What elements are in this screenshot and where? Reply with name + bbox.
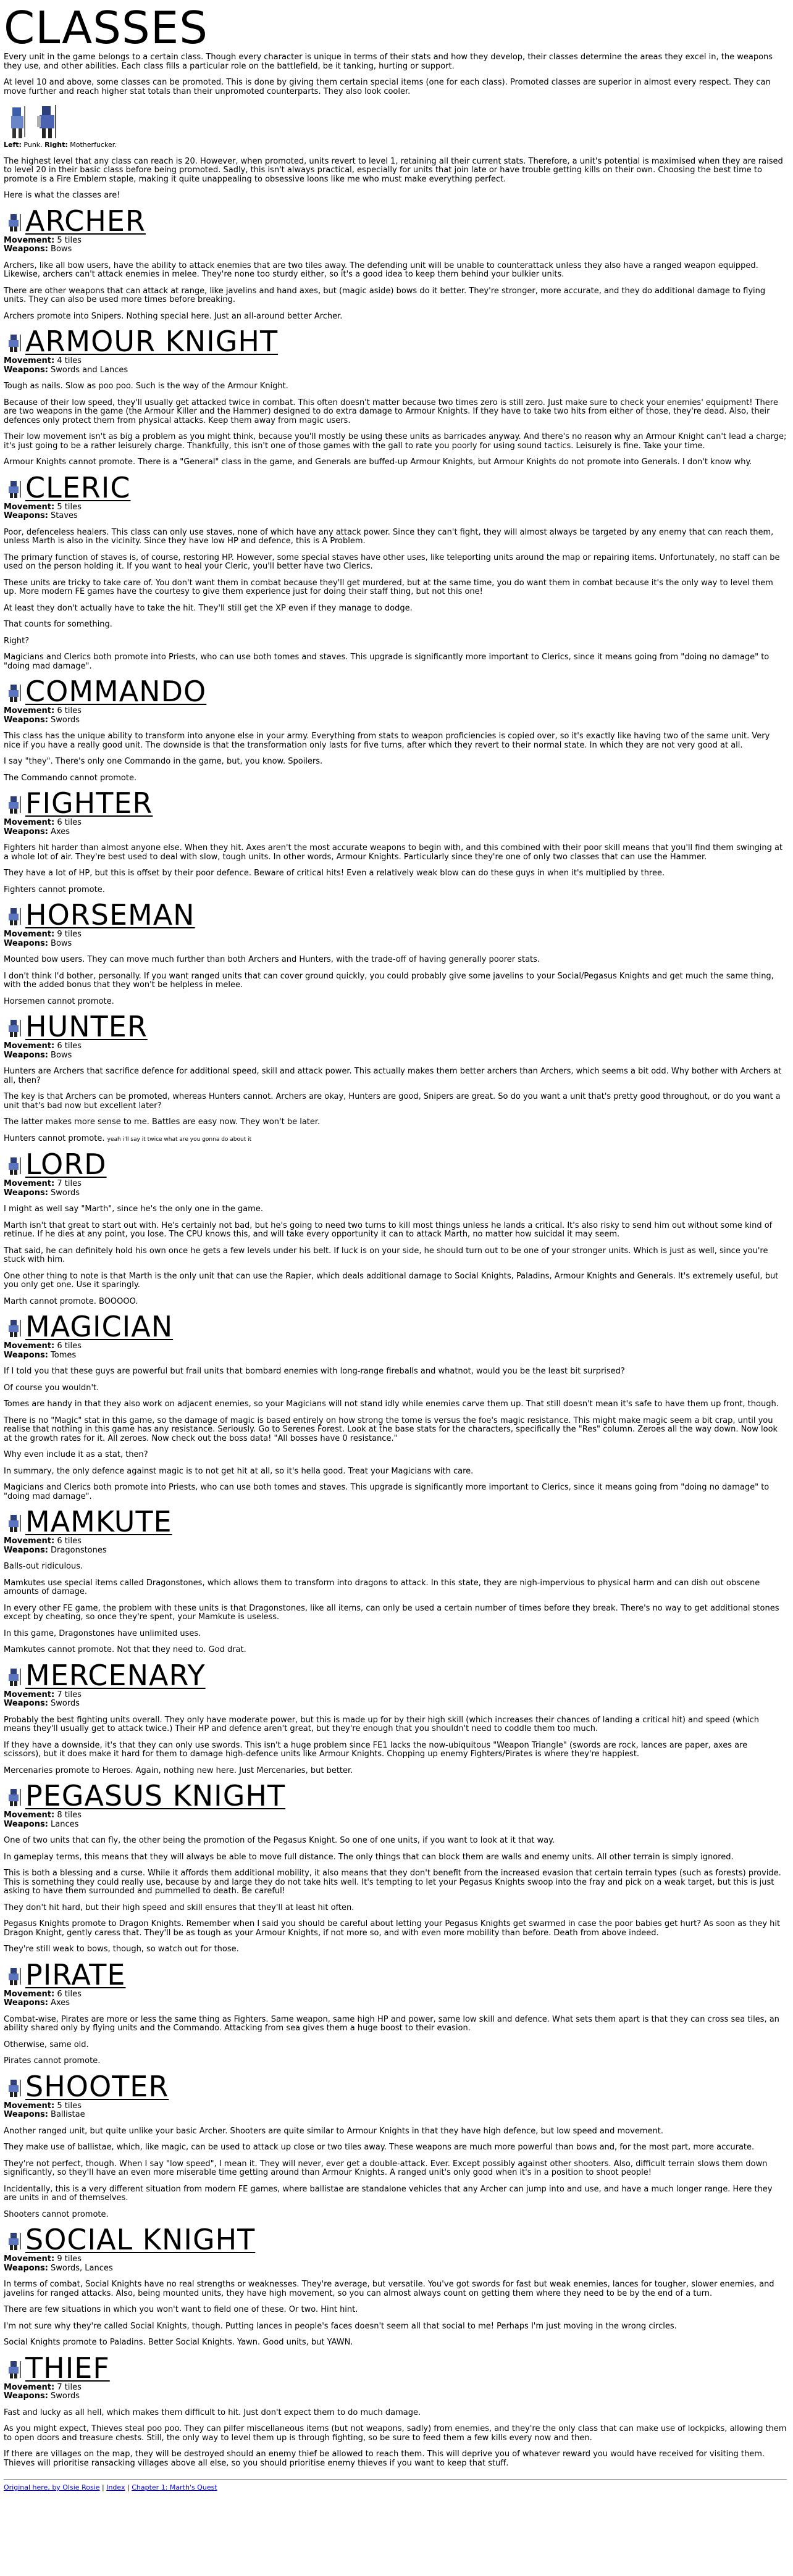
class-paragraph: Balls-out ridiculous.: [4, 1562, 83, 1571]
sprite-caption: Left: Punk. Right: Motherfucker.: [4, 141, 117, 149]
footer-separator: |: [99, 2483, 107, 2491]
class-section: [4, 204, 787, 322]
class-sprite-icon: [4, 1513, 23, 1533]
weapons-stat-value: Ballistae: [51, 2110, 85, 2119]
class-paragraph: Because of their low speed, they'll usually get attacked twice in combat. This often doesn't matter because two times zero is still zero. Just make sure to check your enemies' equipment! There are two weapons in the game (the Armour Killer and the Hammer) designed to do extra damage to Armour Knights. If they have to take two hits from either of those, they're dead. Also, their defences only protect them from physical attacks. Keep them away from magic users.: [4, 398, 778, 425]
class-paragraph: Mamkutes use special items called Dragonstones, which allows them to transform into dragons to attack. In this state, they are nigh-impervious to physical harm and can dish out obscene amounts of damage.: [4, 1578, 760, 1596]
weapons-stat-value: Swords and Lances: [51, 365, 128, 375]
movement-stat-value: 8 tiles: [57, 1811, 82, 1820]
movement-stat: [4, 2383, 787, 2393]
class-paragraph: Marth cannot promote. BOOOOO.: [4, 1296, 138, 1306]
class-paragraph: The latter makes more sense to me. Battles are easy now. They won't be later.: [4, 1117, 321, 1127]
class-paragraph: Tomes are handy in that they also work on adjacent enemies, so your Magicians will not stand idly while enemies carve them up. That still doesn't mean it's safe to have them up front, though.: [4, 1399, 779, 1409]
movement-stat: [4, 1990, 787, 1999]
class-paragraph: Pegasus Knights promote to Dragon Knights. Remember when I said you should be careful about letting your Pegasus Knights get swarmed in case the poor babies get hurt? As soon as they hit Dragon Knight, gently caress that. They'll be as tough as your Armour Knights, if not more so, and with even more mobility than before. Death from above indeed.: [4, 1919, 781, 1938]
movement-stat-value: 6 tiles: [57, 1041, 82, 1051]
footer-separator: |: [125, 2483, 132, 2491]
class-stats: [4, 1691, 787, 1709]
class-paragraph: Fighters cannot promote.: [4, 885, 105, 894]
weapons-stat-label: Weapons:: [4, 715, 48, 725]
class-paragraph: Magicians and Clerics both promote into Priests, who can use both tomes and staves. This upgrade is significantly more important to Clerics, since it means going from "doing no damage" to "doing mad damage".: [4, 652, 770, 671]
next-chapter-link[interactable]: Chapter 1: Marth's Quest: [132, 2483, 217, 2491]
class-sprite-icon: [4, 2231, 23, 2251]
class-paragraph: If I told you that these guys are powerful but frail units that bombard enemies with long-range fireballs and whatnot, would you be the least bit surprised?: [4, 1367, 625, 1376]
weapons-stat-label: Weapons:: [4, 1050, 48, 1060]
weapons-stat-value: Lances: [51, 1819, 79, 1829]
class-section: [4, 1310, 787, 1501]
weapons-stat-value: Swords: [51, 715, 80, 725]
class-name: LORD: [25, 1148, 107, 1181]
class-section: [4, 470, 787, 672]
weapons-stat-label: Weapons:: [4, 938, 48, 948]
class-paragraph: In summary, the only defence against magic is to not get hit at all, so it's hella good. Treat your Magicians with care.: [4, 1466, 474, 1476]
class-paragraph: As you might expect, Thieves steal poo poo. They can pilfer miscellaneous items (but not weapons, sadly) from enemies, and they're the only class that can make use of lockpicks, allowing them to open doors and treasure chests. Still, the only way to level them up is through fighting, so be sure to feed them a few kills every now and then.: [4, 2424, 787, 2443]
class-name: ARCHER: [25, 204, 146, 238]
movement-stat-value: 6 tiles: [57, 818, 82, 827]
class-paragraph: They make use of ballistae, which, like magic, can be used to attack up close or two tiles away. These weapons are much more powerful than bows and, for the most part, more accurate.: [4, 2143, 755, 2152]
weapons-stat: [4, 2392, 787, 2401]
class-paragraph: Incidentally, this is a very different situation from modern FE games, where ballistae are standalone vehicles that any Archer can jump into and use, and have a much longer range. Here they are units in and of themselves.: [4, 2184, 773, 2203]
class-paragraph: That said, he can definitely hold his own once he gets a few levels under his belt. If luck is on your side, he should turn out to be one of your stronger units. Which is just as well, since you're stuck with him.: [4, 1246, 768, 1264]
class-heading: [4, 2223, 787, 2256]
weapons-stat-value: Bows: [51, 1050, 72, 1060]
class-section: [4, 1957, 787, 2066]
weapons-stat: [4, 1051, 787, 1061]
movement-stat: [4, 503, 787, 512]
class-stats: [4, 1042, 787, 1060]
movement-stat-label: Movement:: [4, 930, 55, 939]
weapons-stat-value: Staves: [51, 511, 78, 520]
class-heading: [4, 1658, 787, 1692]
class-heading: [4, 1779, 787, 1812]
promotion-sprites: [4, 104, 787, 140]
movement-stat-label: Movement:: [4, 1041, 55, 1051]
class-paragraph: There are other weapons that can attack at range, like javelins and hand axes, but (magic aside) bows do it better. They're stronger, more accurate, and they do additional damage to flying units. They can also be used more times before breaking.: [4, 286, 766, 304]
class-heading: [4, 675, 787, 708]
weapons-stat-value: Axes: [51, 1998, 70, 2007]
class-name: PEGASUS KNIGHT: [25, 1779, 286, 1812]
weapons-stat: [4, 1546, 787, 1556]
class-section: [4, 1779, 787, 1954]
class-name: FIGHTER: [25, 786, 153, 820]
class-heading: [4, 2069, 787, 2103]
class-heading: [4, 1310, 787, 1343]
class-paragraph: The primary function of staves is, of course, restoring HP. However, some special staves have other uses, like teleporting units around the map or repairing items. Unfortunately, no staff can be used on the person holding it. If you want to heal your Cleric, you'll better have two Clerics.: [4, 552, 780, 571]
movement-stat-value: 7 tiles: [57, 1179, 82, 1188]
class-paragraph: In gameplay terms, this means that they will always be able to move full distance. The only things that can block them are walls and enemy units. All other terrain is simply ignored.: [4, 1852, 734, 1862]
class-name: PIRATE: [25, 1957, 126, 1991]
class-section: [4, 786, 787, 894]
movement-stat-label: Movement:: [4, 1690, 55, 1699]
movement-stat: [4, 1342, 787, 1351]
movement-stat: [4, 1691, 787, 1700]
weapons-stat-label: Weapons:: [4, 2263, 48, 2273]
movement-stat-value: 5 tiles: [57, 2101, 82, 2111]
class-section: [4, 2069, 787, 2220]
movement-stat-label: Movement:: [4, 818, 55, 827]
weapons-stat-label: Weapons:: [4, 2391, 48, 2401]
class-paragraph: Magicians and Clerics both promote into Priests, who can use both tomes and staves. This upgrade is significantly more important to Clerics, since it means going from "doing no damage" to "doing mad damage".: [4, 1483, 770, 1501]
weapons-stat-label: Weapons:: [4, 1188, 48, 1198]
class-sprite-icon: [4, 1966, 23, 1986]
class-paragraph: In terms of combat, Social Knights have no real strengths or weaknesses. They're average, but versatile. You've got swords for fast but weak enemies, lances for tougher, slower enemies, and javelins for ranged attacks. Also, being mounted units, they have high movement, so you can almost always count on getting them where they need to be by the end of a turn.: [4, 2280, 774, 2298]
class-section: [4, 1505, 787, 1655]
class-stats: [4, 1342, 787, 1360]
movement-stat-value: 7 tiles: [57, 2382, 82, 2392]
class-paragraph: Why even include it as a stat, then?: [4, 1450, 148, 1459]
movement-stat-label: Movement:: [4, 356, 55, 365]
class-paragraph: Poor, defenceless healers. This class can only use staves, none of which have any attack power. Since they can't fight, they will almost always be targeted by any enemy that can reach them, unless Marth is also in the vicinity. Since they have low HP and defence, this is A Problem.: [4, 527, 774, 546]
weapons-stat: [4, 828, 787, 837]
class-paragraph: These units are tricky to take care of. You don't want them in combat because they'll get murdered, but at the same time, you do want them in combat because it's the only way to level them up. More modern FE games have the courtesy to give them experience just for doing their staff thing, but not this one!: [4, 578, 773, 596]
movement-stat-value: 6 tiles: [57, 1341, 82, 1351]
class-paragraph: Combat-wise, Pirates are more or less the same thing as Fighters. Same weapon, same high HP and power, same low skill and defence. What sets them apart is that they can cross sea tiles, an ability shared only by flying units and the Commando. Attacking from sea gives them a huge boost to their evasion.: [4, 2014, 779, 2033]
class-paragraph: Marth isn't that great to start out with. He's certainly not bad, but he's going to need two turns to kill most things unless he lands a critical. It's also risky to send him out without some kind of retinue. If he dies at any point, you lose. The CPU knows this, and will take every opportunity it can to attack Marth, no matter how suicidal it may seem.: [4, 1220, 773, 1239]
class-section: [4, 675, 787, 783]
weapons-stat-value: Swords: [51, 2391, 80, 2401]
class-paragraph: Mercenaries promote to Heroes. Again, nothing new here. Just Mercenaries, but better.: [4, 1765, 353, 1775]
class-sprite-icon: [4, 1667, 23, 1686]
class-sprite-icon: [4, 1018, 23, 1038]
class-heading: [4, 1148, 787, 1181]
weapons-stat-label: Weapons:: [4, 1819, 48, 1829]
class-paragraph: Pirates cannot promote.: [4, 2056, 101, 2065]
class-paragraph: Mamkutes cannot promote. Not that they need to. God drat.: [4, 1645, 246, 1654]
intro2-section: [4, 157, 787, 201]
class-paragraph: Hunters are Archers that sacrifice defence for additional speed, skill and attack power. This actually makes them better archers than Archers, which seems a bit odd. Why bother with Archers at all, then?: [4, 1067, 782, 1085]
class-paragraph: At least they don't actually have to take the hit. They'll still get the XP even if they manage to dodge.: [4, 603, 413, 613]
intro-paragraph: The highest level that any class can reach is 20. However, when promoted, units revert to level 1, retaining all their current stats. Therefore, a unit's potential is maximised when they are raised to level 20 in their basic class before being promoted. Sadly, this isn't always practical, especially for units that join late or have trouble getting kills on their own. Choosing the best time to promote is a Fire Emblem staple, making it quite unappealing to obsessive loons like me who must make everything perfect.: [4, 156, 783, 184]
weapons-stat: [4, 366, 787, 375]
class-sprite-icon: [4, 1318, 23, 1338]
footer-nav: [4, 2483, 787, 2491]
class-stats: [4, 2255, 787, 2273]
class-paragraph: Social Knights promote to Paladins. Better Social Knights. Yawn. Good units, but YAWN.: [4, 2338, 353, 2347]
class-section: [4, 325, 787, 467]
page-title: CLASSES: [4, 2, 208, 54]
movement-stat: [4, 1811, 787, 1820]
weapons-stat: [4, 2111, 787, 2120]
class-heading: [4, 1505, 787, 1538]
weapons-stat-label: Weapons:: [4, 1998, 48, 2007]
class-paragraph: This class has the unique ability to transform into anyone else in your army. Everything from stats to weapon proficiencies is copied over, so it's exactly like having two of the same unit. Very nice if you have a really good unit. The downside is that the transformation only lasts for five turns, after which they revert to their normal state. In which they are not very good at all.: [4, 732, 770, 750]
motherfucker-sprite: [33, 104, 61, 140]
class-paragraph: They don't hit hard, but their high speed and skill ensures that they'll at least hit often.: [4, 1903, 355, 1912]
class-paragraph: If there are villages on the map, they will be destroyed should an enemy thief be allowed to reach them. This will deprive you of whatever reward you would have received for visiting them. Thieves will prioritise ransacking villages above all else, so you should prioritise enemy thieves if you want to keep that stuff.: [4, 2449, 765, 2468]
weapons-stat-value: Swords: [51, 1699, 80, 1708]
movement-stat-value: 9 tiles: [57, 930, 82, 939]
class-paragraph: I say "they". There's only one Commando in the game, but, you know. Spoilers.: [4, 757, 323, 766]
class-sprite-icon: [4, 2078, 23, 2098]
class-sprite-icon: [4, 906, 23, 926]
movement-stat-label: Movement:: [4, 1989, 55, 1999]
class-heading: [4, 1957, 787, 1991]
movement-stat-label: Movement:: [4, 1536, 55, 1546]
movement-stat-value: 7 tiles: [57, 1690, 82, 1699]
class-stats: [4, 357, 787, 375]
promotion-note: Hunters cannot promote.: [4, 1133, 105, 1143]
small-aside: yeah i'll say it twice what are you gonna do about it: [107, 1136, 252, 1143]
weapons-stat-label: Weapons:: [4, 1350, 48, 1360]
class-paragraph: There is no "Magic" stat in this game, so the damage of magic is based entirely on how strong the tome is versus the foe's magic resistance. This might make magic seem a bit crap, until you realise that nothing in this game has any resistance. Seriously. Go to Serenes Forest. Look at the base stats for the characters, specifically the "Res" column. Zeroes all the way down. Now look at the growth rates for it. All zeroes. Now check out the boss data! "All bosses have 0 resistance.": [4, 1415, 778, 1443]
class-stats: [4, 236, 787, 254]
movement-stat: [4, 2102, 787, 2111]
movement-stat-label: Movement:: [4, 2101, 55, 2111]
class-sprite-icon: [4, 2359, 23, 2379]
movement-stat-label: Movement:: [4, 1179, 55, 1188]
class-paragraph: This is both a blessing and a curse. While it affords them additional mobility, it also means that they don't benefit from the increased evasion that certain terrain types (such as forests) provide. This is something they could really use, because by and large they do not take hits well. It's tempting to let your Pegasus Knights swoop into the fray and pick on a weak target, but this is just asking to have them surrounded and pummelled to death. Be careful!: [4, 1869, 781, 1896]
class-heading: [4, 2351, 787, 2385]
class-paragraph: In every other FE game, the problem with these units is that Dragonstones, like all items, can only be used a certain number of times before they break. There's no way to get additional stones except by cheating, so once they're spent, your Mamkute is useless.: [4, 1603, 779, 1622]
movement-stat: [4, 819, 787, 828]
weapons-stat-label: Weapons:: [4, 511, 48, 520]
class-sprite-icon: [4, 333, 23, 352]
class-stats: [4, 503, 787, 521]
class-paragraph: One other thing to note is that Marth is the only unit that can use the Rapier, which deals additional damage to Social Knights, Paladins, Armour Knights and Generals. It's extremely useful, but you only get one. Use it sparingly.: [4, 1271, 779, 1290]
class-paragraph: Otherwise, same old.: [4, 2040, 89, 2049]
movement-stat-label: Movement:: [4, 1811, 55, 1820]
movement-stat: [4, 1042, 787, 1051]
intro-paragraph: Here is what the classes are!: [4, 191, 120, 200]
weapons-stat-value: Bows: [51, 938, 72, 948]
class-stats: [4, 1537, 787, 1555]
class-name: HUNTER: [25, 1010, 148, 1043]
class-paragraph: [4, 1135, 787, 1144]
weapons-stat: [4, 1699, 787, 1709]
movement-stat-label: Movement:: [4, 2254, 55, 2264]
weapons-stat: [4, 1351, 787, 1361]
weapons-stat-label: Weapons:: [4, 244, 48, 254]
class-sprite-icon: [4, 479, 23, 499]
class-name: COMMANDO: [25, 675, 207, 708]
intro-paragraph: Every unit in the game belongs to a certain class. Though every character is unique in terms of their stats and how they develop, their classes determine the areas they excel in, the weapons they use, and other abilities. Each class fills a particular role on the battlefield, be it tanking, hurting or support.: [4, 52, 773, 71]
weapons-stat-value: Axes: [51, 827, 70, 836]
class-name: MERCENARY: [25, 1658, 206, 1692]
weapons-stat: [4, 512, 787, 521]
class-paragraph: I might as well say "Marth", since he's the only one in the game.: [4, 1204, 263, 1214]
weapons-stat-label: Weapons:: [4, 365, 48, 375]
weapons-stat-value: Bows: [51, 244, 72, 254]
movement-stat-value: 4 tiles: [57, 356, 82, 365]
class-paragraph: The key is that Archers can be promoted, whereas Hunters cannot. Archers are okay, Hunters are good, Snipers are great. So do you want a unit that's pretty good throughout, or do you want a unit that's bad now but excellent later?: [4, 1092, 781, 1111]
class-paragraph: In this game, Dragonstones have unlimited uses.: [4, 1628, 201, 1638]
class-name: HORSEMAN: [25, 898, 195, 932]
class-stats: [4, 819, 787, 836]
class-paragraph: I'm not sure why they're called Social Knights, though. Putting lances in people's faces doesn't seem all that social to me! Perhaps I'm just moving in the wrong circles.: [4, 2321, 677, 2331]
class-paragraph: Fast and lucky as all hell, which makes them difficult to hit. Just don't expect them to do much damage.: [4, 2407, 421, 2417]
class-paragraph: The Commando cannot promote.: [4, 773, 137, 783]
weapons-stat: [4, 940, 787, 949]
footer-divider: [4, 2479, 787, 2480]
class-stats: [4, 1990, 787, 2008]
class-sprite-icon: [4, 794, 23, 814]
class-paragraph: Of course you wouldn't.: [4, 1383, 99, 1393]
movement-stat-value: 9 tiles: [57, 2254, 82, 2264]
movement-stat-value: 5 tiles: [57, 235, 82, 245]
class-stats: [4, 2102, 787, 2120]
class-name: MAMKUTE: [25, 1505, 172, 1538]
index-link[interactable]: Index: [106, 2483, 125, 2491]
class-paragraph: Horsemen cannot promote.: [4, 996, 114, 1006]
class-paragraph: They have a lot of HP, but this is offset by their poor defence. Beware of critical hits! Even a relatively weak blow can do these guys in when it's multiplied by three.: [4, 869, 665, 878]
class-heading: [4, 325, 787, 358]
class-paragraph: Fighters hit harder than almost anyone else. When they hit. Axes aren't the most accurate weapons to begin with, and this combined with their poor skill means that you'll find them swinging at a whole lot of air. They're best used to deal with slow, tough units. In other words, Armour Knights. Particularly since they're one of only two classes that can use the Hammer.: [4, 843, 783, 862]
class-stats: [4, 2383, 787, 2401]
movement-stat-value: 6 tiles: [57, 1536, 82, 1546]
class-paragraph: That counts for something.: [4, 620, 112, 629]
weapons-stat-value: Tomes: [51, 1350, 77, 1360]
class-heading: [4, 1010, 787, 1043]
class-name: CLERIC: [25, 470, 131, 504]
movement-stat: [4, 357, 787, 366]
class-paragraph: One of two units that can fly, the other being the promotion of the Pegasus Knight. So one of one units, if you want to look at it that way.: [4, 1836, 555, 1845]
class-sprite-icon: [4, 1156, 23, 1175]
class-sprite-icon: [4, 212, 23, 232]
original-link[interactable]: Original here, by Olsie Rosie: [4, 2483, 100, 2491]
movement-stat-label: Movement:: [4, 706, 55, 715]
weapons-stat: [4, 1189, 787, 1198]
weapons-stat: [4, 245, 787, 254]
class-stats: [4, 707, 787, 725]
weapons-stat: [4, 1999, 787, 2008]
class-name: SHOOTER: [25, 2069, 169, 2103]
class-paragraph: Their low movement isn't as big a problem as you might think, because you'll mostly be using these units as barricades anyway. And there's no reason why an Armour Knight can't lead a charge; it's just going to be a rather leisurely charge. Thankfully, this isn't one of those games with the gall to rate you poorly for using sound tactics. Leisurely is fine. Take your time.: [4, 432, 787, 451]
weapons-stat-label: Weapons:: [4, 1545, 48, 1555]
weapons-stat-label: Weapons:: [4, 2110, 48, 2119]
movement-stat: [4, 2255, 787, 2264]
class-stats: [4, 930, 787, 948]
weapons-stat-value: Dragonstones: [51, 1545, 107, 1555]
movement-stat: [4, 1537, 787, 1546]
class-section: [4, 1658, 787, 1776]
weapons-stat-value: Swords, Lances: [51, 2263, 113, 2273]
class-stats: [4, 1180, 787, 1198]
class-heading: [4, 786, 787, 820]
movement-stat-label: Movement:: [4, 2382, 55, 2392]
class-section: [4, 1148, 787, 1306]
class-heading: [4, 470, 787, 504]
class-paragraph: Archers promote into Snipers. Nothing special here. Just an all-around better Archer.: [4, 311, 343, 321]
movement-stat-value: 6 tiles: [57, 1989, 82, 1999]
class-paragraph: Mounted bow users. They can move much further than both Archers and Hunters, with the trade-off of having generally poorer stats.: [4, 955, 540, 964]
weapons-stat-label: Weapons:: [4, 1699, 48, 1708]
class-paragraph: Shooters cannot promote.: [4, 2209, 109, 2219]
movement-stat: [4, 930, 787, 940]
movement-stat-label: Movement:: [4, 235, 55, 245]
movement-stat-label: Movement:: [4, 502, 55, 512]
weapons-stat-value: Swords: [51, 1188, 80, 1198]
class-section: [4, 2351, 787, 2469]
movement-stat-label: Movement:: [4, 1341, 55, 1351]
class-paragraph: If they have a downside, it's that they can only use swords. This isn't a huge problem since FE1 lacks the now-ubiquitous "Weapon Triangle" (swords are rock, lances are paper, axes are scissors), but it does make it hard for them to damage high-defence units like Armour Knights. Chopping up enemy Fighters/Pirates is where they're happiest.: [4, 1740, 748, 1759]
class-name: ARMOUR KNIGHT: [25, 325, 279, 358]
movement-stat: [4, 1180, 787, 1189]
intro-paragraph: At level 10 and above, some classes can be promoted. This is done by giving them certain special items (one for each class). Promoted classes are superior in almost every respect. They can move further and reach higher stat totals than their unpromoted counterparts. They also look cooler.: [4, 78, 771, 96]
class-paragraph: There are few situations in which you won't want to field one of these. Or two. Hint hint.: [4, 2305, 358, 2314]
class-heading: [4, 204, 787, 238]
class-heading: [4, 898, 787, 932]
weapons-stat: [4, 1820, 787, 1830]
movement-stat-value: 6 tiles: [57, 706, 82, 715]
intro-section: [4, 53, 787, 96]
class-list: [4, 204, 787, 2469]
class-name: THIEF: [25, 2351, 110, 2385]
movement-stat-value: 5 tiles: [57, 502, 82, 512]
class-name: SOCIAL KNIGHT: [25, 2223, 256, 2256]
class-paragraph: Right?: [4, 636, 30, 646]
class-section: [4, 898, 787, 1006]
class-sprite-icon: [4, 1787, 23, 1807]
class-name: MAGICIAN: [25, 1310, 174, 1343]
class-stats: [4, 1811, 787, 1829]
class-paragraph: They're not perfect, though. When I say "low speed", I mean it. They will never, ever get a double-attack. Ever. Except possibly against other shooters. Also, difficult terrain slows them down significantly, so they'll have an even more miserable time getting around than Armour Knights. A ranged unit's only good when it's in a position to shoot people!: [4, 2159, 768, 2177]
class-section: [4, 1010, 787, 1144]
class-paragraph: Another ranged unit, but quite unlike your basic Archer. Shooters are quite similar to Armour Knights in that they have high defence, but low speed and movement.: [4, 2126, 663, 2136]
class-paragraph: I don't think I'd bother, personally. If you want ranged units that can cover ground quickly, you could probably give some javelins to your Social/Pegasus Knights and get much the same thing, with the added bonus that they won't be helpless in melee.: [4, 971, 774, 990]
class-paragraph: Armour Knights cannot promote. There is a "General" class in the game, and Generals are buffed-up Armour Knights, but Armour Knights do not promote into Generals. I don't know why.: [4, 457, 752, 467]
class-section: [4, 2223, 787, 2348]
class-paragraph: They're still weak to bows, though, so watch out for those.: [4, 1945, 239, 1954]
movement-stat: [4, 707, 787, 716]
movement-stat: [4, 236, 787, 246]
punk-sprite: [4, 104, 31, 140]
class-paragraph: Probably the best fighting units overall. They only have moderate power, but this is made up for by their high skill (which increases their chances of landing a critical hit) and speed (which means they'll usually get to attack twice.) Their HP and defence aren't great, but they're enough that you shouldn't need to coddle them too much.: [4, 1715, 759, 1733]
class-paragraph: Tough as nails. Slow as poo poo. Such is the way of the Armour Knight.: [4, 381, 288, 391]
weapons-stat: [4, 2264, 787, 2274]
class-sprite-icon: [4, 683, 23, 702]
weapons-stat: [4, 716, 787, 725]
class-paragraph: Archers, like all bow users, have the ability to attack enemies that are two tiles away. The defending unit will be unable to counterattack unless they also have a ranged weapon equipped. Likewise, archers can't attack enemies in melee. They're none too sturdy either, so it's a good idea to keep them behind your bulkier units.: [4, 261, 758, 279]
weapons-stat-label: Weapons:: [4, 827, 48, 836]
